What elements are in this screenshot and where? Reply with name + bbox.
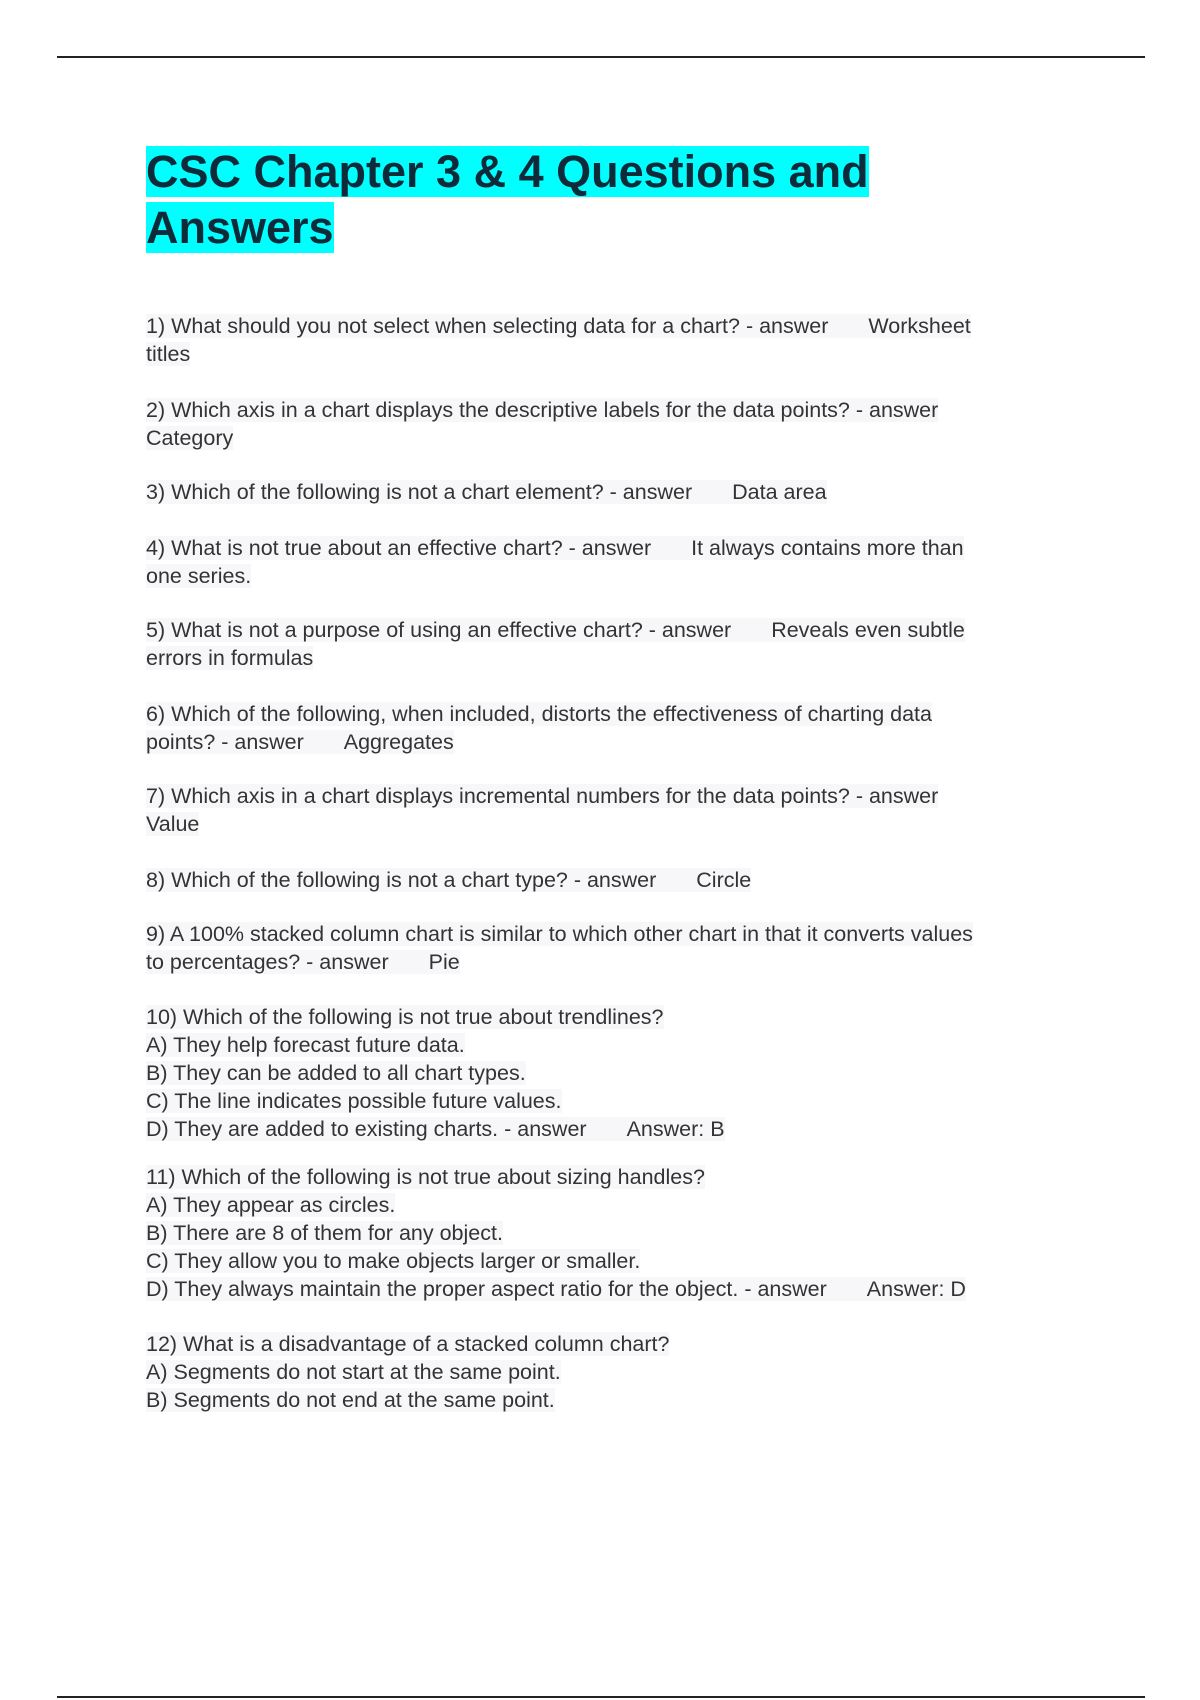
question-8 xyxy=(146,866,1086,894)
question-1 xyxy=(146,312,1086,368)
question-text: 7) Which axis in a chart displays incremental numbers for the data points? - answer xyxy=(146,784,939,808)
question-text-cont: to percentages? - answer xyxy=(146,950,389,974)
question-text: 10) Which of the following is not true about trendlines? xyxy=(146,1005,664,1029)
question-6 xyxy=(146,700,1086,756)
question-7 xyxy=(146,782,1086,838)
option-b: B) There are 8 of them for any object. xyxy=(146,1221,503,1245)
page-title xyxy=(146,144,946,256)
question-3 xyxy=(146,478,1086,506)
question-11 xyxy=(146,1163,1086,1303)
question-text: 4) What is not true about an effective chart? - answer xyxy=(146,536,652,560)
question-text: 3) Which of the following is not a chart element? - answer xyxy=(146,480,693,504)
question-10 xyxy=(146,1003,1086,1143)
question-text: 5) What is not a purpose of using an effective chart? - answer xyxy=(146,618,732,642)
option-a: A) They help forecast future data. xyxy=(146,1033,465,1057)
answer-text-cont: errors in formulas xyxy=(146,646,314,670)
question-4 xyxy=(146,534,1086,590)
option-d: D) They are added to existing charts. - answer xyxy=(146,1117,587,1141)
answer-text: Pie xyxy=(428,950,460,974)
header-rule xyxy=(57,56,1145,58)
answer-text: Answer: D xyxy=(866,1277,966,1301)
question-9 xyxy=(146,920,1086,976)
answer-text: Reveals even subtle xyxy=(771,618,965,642)
question-text: 8) Which of the following is not a chart type? - answer xyxy=(146,868,657,892)
question-text: 1) What should you not select when selecting data for a chart? - answer xyxy=(146,314,829,338)
option-c: C) The line indicates possible future values. xyxy=(146,1089,562,1113)
question-text: 6) Which of the following, when included, distorts the effectiveness of charting data xyxy=(146,702,932,726)
question-text-cont: points? - answer xyxy=(146,730,304,754)
answer-text: Worksheet xyxy=(868,314,971,338)
footer-rule xyxy=(57,1696,1145,1698)
question-text: 11) Which of the following is not true about sizing handles? xyxy=(146,1165,705,1189)
question-text: 12) What is a disadvantage of a stacked column chart? xyxy=(146,1332,670,1356)
answer-text-cont: one series. xyxy=(146,564,252,588)
option-c: C) They allow you to make objects larger or smaller. xyxy=(146,1249,641,1273)
answer-text-cont: titles xyxy=(146,342,191,366)
answer-text: Data area xyxy=(732,480,827,504)
option-b: B) They can be added to all chart types. xyxy=(146,1061,526,1085)
answer-text: Value xyxy=(146,812,200,836)
question-text: 2) Which axis in a chart displays the descriptive labels for the data points? - answer xyxy=(146,398,939,422)
question-12 xyxy=(146,1330,1086,1414)
option-d: D) They always maintain the proper aspect ratio for the object. - answer xyxy=(146,1277,827,1301)
question-text: 9) A 100% stacked column chart is similar to which other chart in that it converts values xyxy=(146,922,973,946)
option-a: A) Segments do not start at the same point. xyxy=(146,1360,561,1384)
option-b: B) Segments do not end at the same point. xyxy=(146,1388,555,1412)
option-a: A) They appear as circles. xyxy=(146,1193,396,1217)
answer-text: Aggregates xyxy=(343,730,454,754)
answer-text: Answer: B xyxy=(626,1117,725,1141)
question-5 xyxy=(146,616,1086,672)
answer-text: Category xyxy=(146,426,234,450)
question-2 xyxy=(146,396,1086,452)
answer-text: It always contains more than xyxy=(691,536,964,560)
title-line-1: CSC Chapter 3 & 4 Questions and xyxy=(146,146,869,197)
title-line-2: Answers xyxy=(146,202,334,253)
answer-text: Circle xyxy=(696,868,752,892)
